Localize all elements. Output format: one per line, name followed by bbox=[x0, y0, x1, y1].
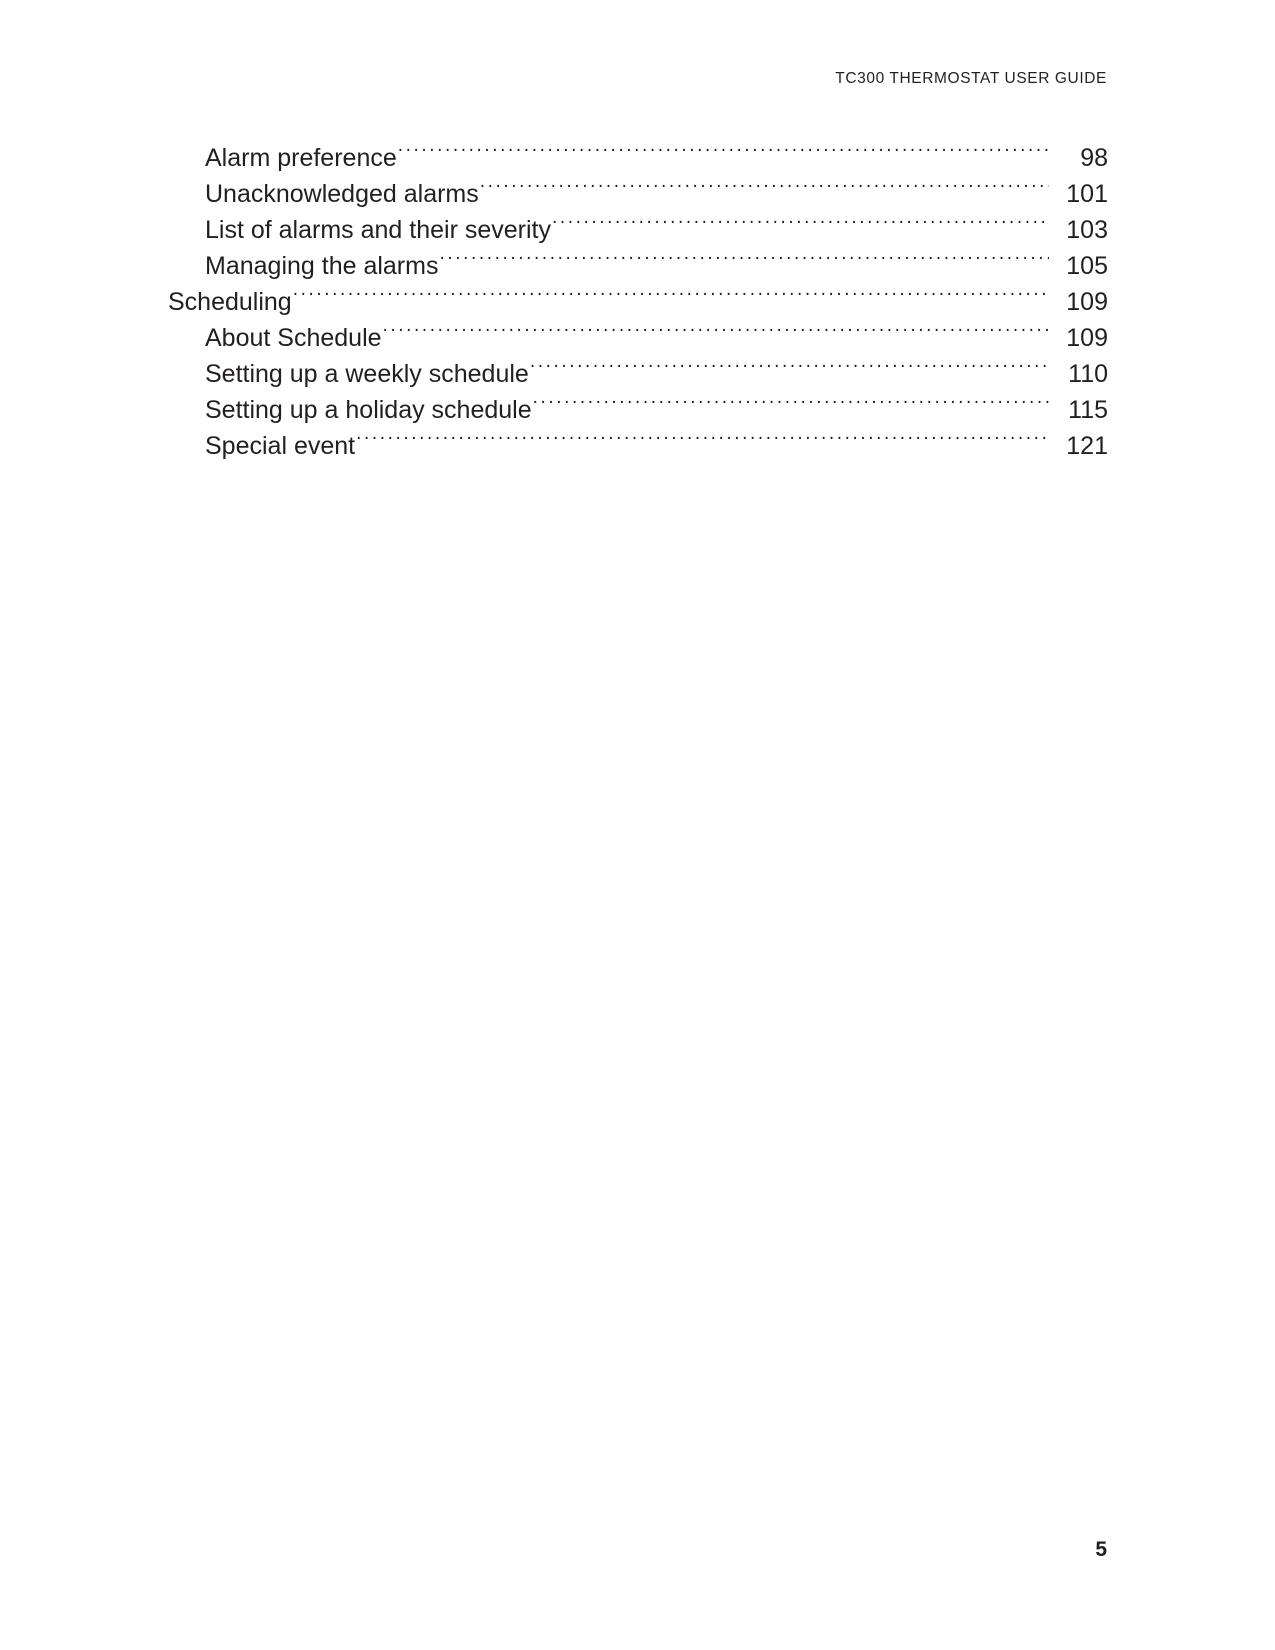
toc-entry[interactable] bbox=[168, 428, 1108, 464]
toc-entry-page: 103 bbox=[1066, 216, 1108, 244]
toc-leader-dots bbox=[533, 393, 1049, 418]
toc-entry-page: 101 bbox=[1066, 180, 1108, 208]
toc-entry-title: Special event bbox=[205, 432, 356, 460]
toc-entry-title: Scheduling bbox=[168, 288, 292, 316]
toc-leader-dots bbox=[530, 357, 1049, 382]
running-head: TC300 THERMOSTAT USER GUIDE bbox=[835, 70, 1107, 87]
toc-entry[interactable] bbox=[168, 212, 1108, 248]
toc-leader-dots bbox=[552, 213, 1049, 238]
toc-entry-page: 98 bbox=[1080, 144, 1108, 172]
toc-entry-page: 109 bbox=[1066, 288, 1108, 316]
toc-leader-dots bbox=[480, 177, 1049, 202]
toc-entry-page: 121 bbox=[1066, 432, 1108, 460]
toc-entry-title: List of alarms and their severity bbox=[205, 216, 551, 244]
toc-entry-title: Alarm preference bbox=[205, 144, 397, 172]
toc-leader-dots bbox=[439, 249, 1049, 274]
toc-entry-title: About Schedule bbox=[205, 324, 382, 352]
page-number: 5 bbox=[1095, 1538, 1107, 1561]
toc-entry-page: 105 bbox=[1066, 252, 1108, 280]
table-of-contents bbox=[168, 140, 1108, 464]
toc-entry-title: Managing the alarms bbox=[205, 252, 439, 280]
toc-entry-title: Setting up a holiday schedule bbox=[205, 396, 532, 424]
toc-entry-page: 110 bbox=[1068, 360, 1108, 388]
toc-entry-page: 115 bbox=[1068, 396, 1108, 424]
toc-entry[interactable] bbox=[168, 284, 1108, 320]
toc-entry[interactable] bbox=[168, 392, 1108, 428]
toc-entry-title: Setting up a weekly schedule bbox=[205, 360, 529, 388]
toc-leader-dots bbox=[356, 429, 1049, 454]
toc-leader-dots bbox=[383, 321, 1049, 346]
toc-leader-dots bbox=[293, 285, 1049, 310]
toc-entry[interactable] bbox=[168, 140, 1108, 176]
toc-entry[interactable] bbox=[168, 248, 1108, 284]
toc-entry-page: 109 bbox=[1066, 324, 1108, 352]
toc-leader-dots bbox=[398, 141, 1049, 166]
toc-entry-title: Unacknowledged alarms bbox=[205, 180, 479, 208]
toc-entry[interactable] bbox=[168, 176, 1108, 212]
toc-entry[interactable] bbox=[168, 320, 1108, 356]
toc-entry[interactable] bbox=[168, 356, 1108, 392]
